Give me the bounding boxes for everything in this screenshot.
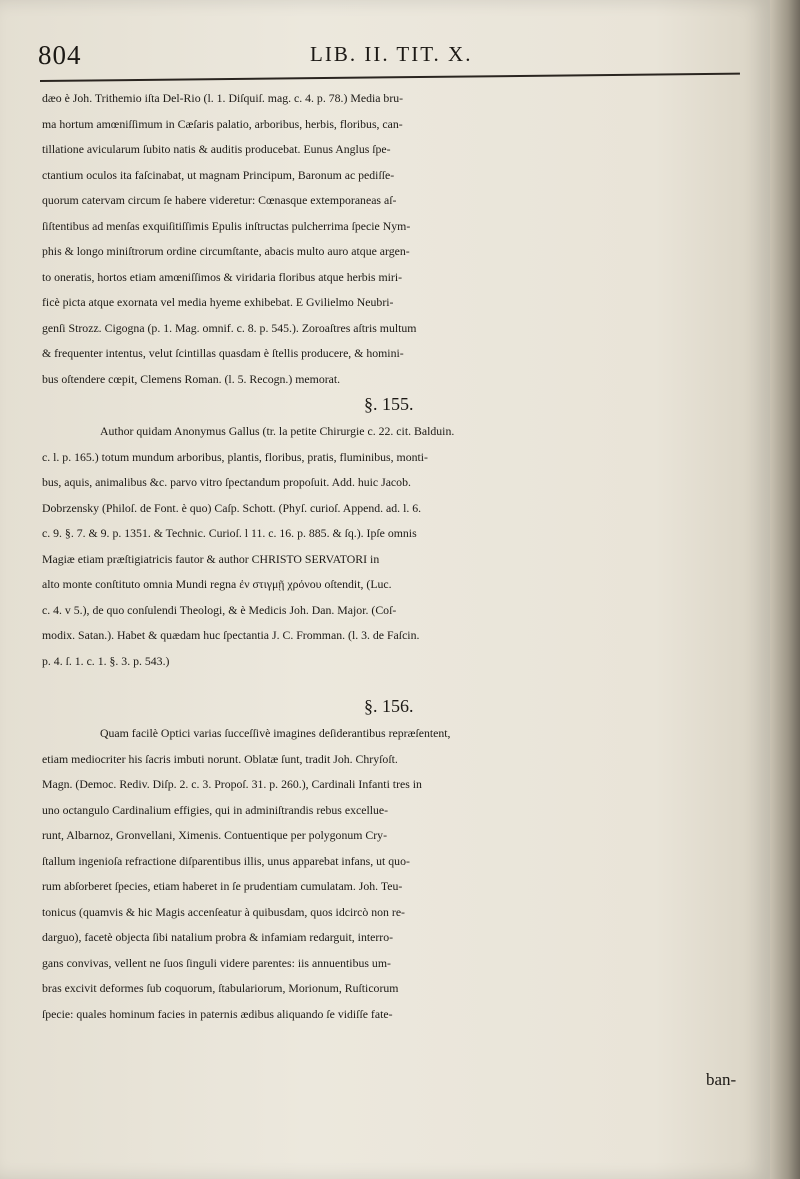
text-line: rum abſorberet ſpecies, etiam haberet in ſe prudentiam cumulatam. Joh. Teu- — [42, 879, 403, 893]
text-line: Author quidam Anonymus Gallus (tr. la petite Chirurgie c. 22. cit. Balduin. — [100, 424, 455, 438]
text-line: ctantium oculos ita faſcinabat, ut magnam Principum, Baronum ac pediſſe- — [42, 167, 395, 182]
text-line: tillatione avicularum ſubito natis & auditis producebat. Eunus Anglus ſpe- — [42, 142, 391, 156]
section-155-heading: §. 155. — [364, 394, 414, 414]
text-line: genſi Strozz. Cigogna (p. 1. Mag. omnif. c. 8. p. 545.). Zoroaſtres aſtris multum — [42, 320, 417, 335]
body-text — [42, 86, 762, 1027]
text-line: ficè picta atque exornata vel media hyeme exhibebat. E Gvilielmo Neubri- — [42, 295, 394, 309]
section-155-paragraph — [42, 419, 762, 674]
page-header — [38, 40, 748, 74]
text-line: c. l. p. 165.) totum mundum arboribus, plantis, floribus, pratis, fluminibus, monti- — [42, 449, 428, 464]
text-line: to oneratis, hortos etiam amœniſſimos & viridaria floribus atque herbis miri- — [42, 269, 403, 284]
text-line: Quam facilè Optici varias ſucceſſivè imagines deſiderantibus repræſentent, — [100, 726, 451, 740]
text-line: uno octangulo Cardinalium effigies, qui in adminiſtrandis rebus excellue- — [42, 802, 389, 817]
opening-paragraph — [42, 86, 762, 392]
section-gap — [42, 674, 762, 694]
text-line: modix. Satan.). Habet & quædam huc ſpectantia J. C. Fromman. (l. 3. de Faſcin. — [42, 628, 420, 642]
text-line: dæo è Joh. Trithemio iſta Del-Rio (l. 1. Diſquiſ. mag. c. 4. p. 78.) Media bru- — [42, 91, 404, 105]
text-line: ſtallum ingenioſa refractione diſparentibus illis, unus apparebat infans, ut quo- — [42, 853, 410, 868]
text-line: runt, Albarnoz, Gronvellani, Ximenis. Contuentique per polygonum Cry- — [42, 828, 388, 842]
text-line: darguo), facetè objecta ſibi natalium probra & infamiam redarguit, interro- — [42, 930, 394, 944]
text-line: ſiſtentibus ad menſas exquiſitiſſimis Epulis inſtructas pulcherrima ſpecie Nym- — [42, 218, 411, 233]
text-line: Dobrzensky (Philoſ. de Font. è quo) Caſp. Schott. (Phyſ. curioſ. Append. ad. l. 6. — [42, 500, 422, 515]
text-line: ſpecie: quales hominum facies in paternis ædibus aliquando ſe vidiſſe fate- — [42, 1006, 393, 1021]
text-line: bras excivit deformes ſub coquorum, ſtabulariorum, Morionum, Ruſticorum — [42, 981, 399, 995]
text-line: alto monte conſtituto omnia Mundi regna ἐν στιγμῇ χρόνου oſtendit, (Luc. — [42, 577, 392, 591]
text-line: quorum catervam circum ſe habere videretur: Cœnasque extemporaneas aſ- — [42, 193, 397, 207]
text-line: bus, aquis, animalibus &c. parvo vitro ſpectandum propoſuit. Add. huic Jacob. — [42, 475, 411, 489]
catchword: ban- — [706, 1070, 737, 1089]
text-line: Magiæ etiam præſtigiatricis fautor & author CHRISTO SERVATORI in — [42, 551, 380, 566]
section-156-paragraph — [42, 721, 762, 1027]
text-line: c. 9. §. 7. & 9. p. 1351. & Technic. Curioſ. l 11. c. 16. p. 885. & ſq.). Ipſe omnis — [42, 526, 417, 540]
text-line: Magn. (Democ. Rediv. Diſp. 2. c. 3. Propoſ. 31. p. 260.), Cardinali Infanti tres in — [42, 777, 422, 791]
text-line: gans convivas, vellent ne ſuos ſinguli videre parentes: iis annuentibus um- — [42, 955, 391, 970]
page-number: 804 — [38, 40, 82, 70]
text-line: phis & longo miniſtrorum ordine circumſtante, abacis multo auro atque argen- — [42, 244, 410, 258]
text-line: p. 4. ſ. 1. c. 1. §. 3. p. 543.) — [42, 653, 170, 668]
section-156-heading: §. 156. — [364, 696, 414, 716]
running-title: LIB. II. TIT. X. — [310, 42, 473, 66]
text-line: tonicus (quamvis & hic Magis accenſeatur à quibusdam, quos idcircò non re- — [42, 904, 405, 919]
text-line: c. 4. v 5.), de quo conſulendi Theologi, & è Medicis Joh. Dan. Major. (Coſ- — [42, 602, 397, 617]
text-line: ma hortum amœniſſimum in Cæſaris palatio, arboribus, herbis, floribus, can- — [42, 116, 403, 131]
text-line: & frequenter intentus, velut ſcintillas quasdam è ſtellis producere, & homini- — [42, 346, 404, 360]
header-rule — [40, 73, 740, 82]
text-line: etiam mediocriter his ſacris imbuti norunt. Oblatæ ſunt, tradit Joh. Chryſoſt. — [42, 751, 398, 766]
text-line: bus oſtendere cœpit, Clemens Roman. (l. 5. Recogn.) memorat. — [42, 371, 341, 386]
page-edge-shadow — [770, 0, 800, 1179]
